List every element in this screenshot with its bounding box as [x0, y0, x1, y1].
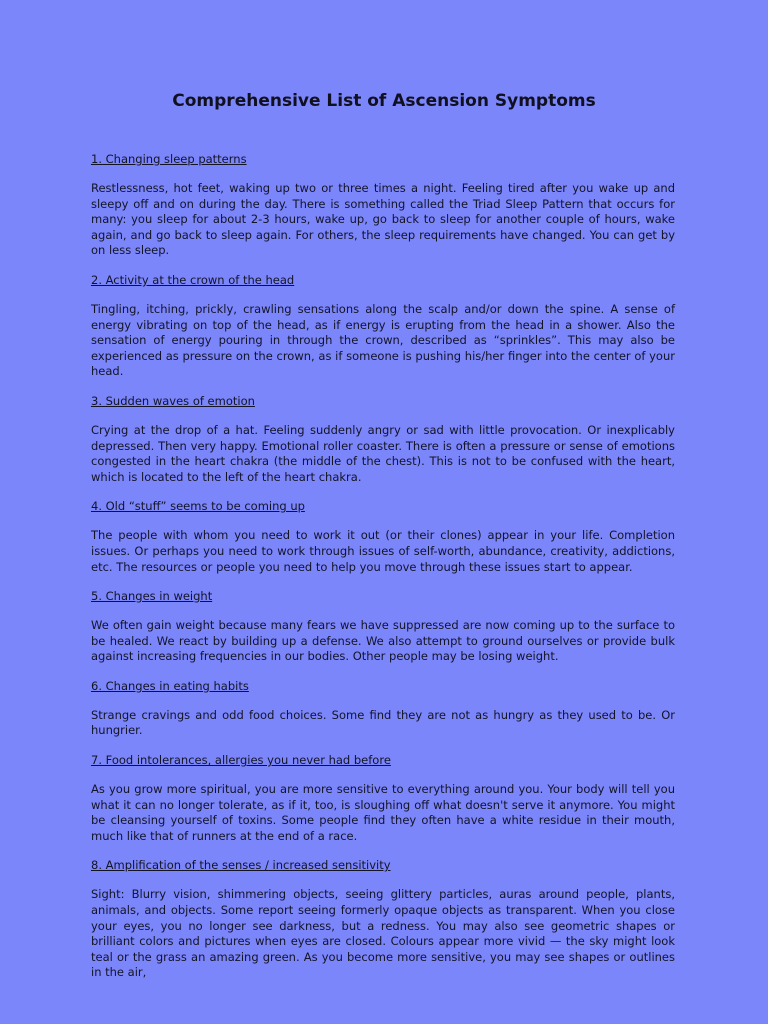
section-paragraph: We often gain weight because many fears we have suppressed are now coming up to the surface to be healed. We react by building up a defense. We also attempt to ground ourselves or provide bulk against increasing frequencies in our bodies. Other people may be losing weight. — [91, 618, 675, 664]
section-heading: 1. Changing sleep patterns — [91, 152, 247, 166]
section-heading: 7. Food intolerances, allergies you never had before — [91, 753, 391, 768]
section-waves-of-emotion — [91, 394, 675, 485]
section-paragraph: Crying at the drop of a hat. Feeling suddenly angry or sad with little provocation. Or inexplicably depressed. Then very happy. Emotional roller coaster. There is often a pressure or sense of emotions congested in the heart chakra (the middle of the chest). This is not to be confused with the heart, which is located to the left of the heart chakra. — [91, 422, 675, 484]
section-paragraph: Sight: Blurry vision, shimmering objects, seeing glittery particles, auras around people, plants, animals, and objects. Some report seeing formerly opaque objects as transparent. When you close your eyes, you no longer see darkness, but a redness. You may also see geometric shapes or brilliant colors and pictures when eyes are closed. Colours appear more vivid — the sky might look teal or the grass an amazing green. As you become more sensitive, you may see shapes or outlines in the air, — [91, 887, 675, 980]
page-title: Comprehensive List of Ascension Symptoms — [172, 91, 596, 111]
section-paragraph: Tingling, itching, prickly, crawling sensations along the scalp and/or down the spine. A sense of energy vibrating on top of the head, as if energy is erupting from the head in a shower. Also the sensation of energy pouring in through the crown, described as “sprinkles”. This may also be experienced as pressure on the crown, as if someone is pushing his/her finger into the center of your head. — [91, 301, 675, 379]
section-paragraph: Restlessness, hot feet, waking up two or three times a night. Feeling tired after you wake up and sleepy off and on during the day. There is something called the Triad Sleep Pattern that occurs for many: you sleep for about 2-3 hours, wake up, go back to sleep for another couple of hours, wake again, and go back to sleep again. For others, the sleep requirements have changed. You can get by on less sleep. — [91, 181, 675, 258]
section-old-stuff — [91, 499, 675, 575]
section-paragraph: The people with whom you need to work it out (or their clones) appear in your life. Completion issues. Or perhaps you need to work through issues of self-worth, abundance, creativity, addictions, etc. The resources or people you need to help you move through these issues start to appear. — [91, 528, 675, 574]
section-heading: 8. Amplification of the senses / increased sensitivity — [91, 858, 391, 873]
section-sleep-patterns — [91, 152, 675, 259]
section-crown-activity — [91, 273, 675, 380]
section-food-intolerances — [91, 753, 675, 844]
section-paragraph: Strange cravings and odd food choices. Some find they are not as hungry as they used to be. Or hungrier. — [91, 707, 675, 738]
section-senses-amplification — [91, 858, 675, 981]
section-heading: 3. Sudden waves of emotion — [91, 393, 255, 408]
section-eating-habits — [91, 679, 675, 739]
section-paragraph: As you grow more spiritual, you are more sensitive to everything around you. Your body will tell you what it can no longer tolerate, as if it, too, is sloughing off what doesn't serve it anymore. You might be cleansing yourself of toxins. Some people find they often have a white residue in their mouth, much like that of runners at the end of a race. — [91, 782, 675, 843]
section-heading: 6. Changes in eating habits — [91, 678, 249, 693]
section-heading: 5. Changes in weight — [91, 589, 213, 604]
document-body — [91, 152, 675, 995]
section-heading: 2. Activity at the crown of the head — [91, 272, 295, 287]
section-weight-changes — [91, 589, 675, 665]
section-heading: 4. Old “stuff” seems to be coming up — [91, 499, 305, 514]
